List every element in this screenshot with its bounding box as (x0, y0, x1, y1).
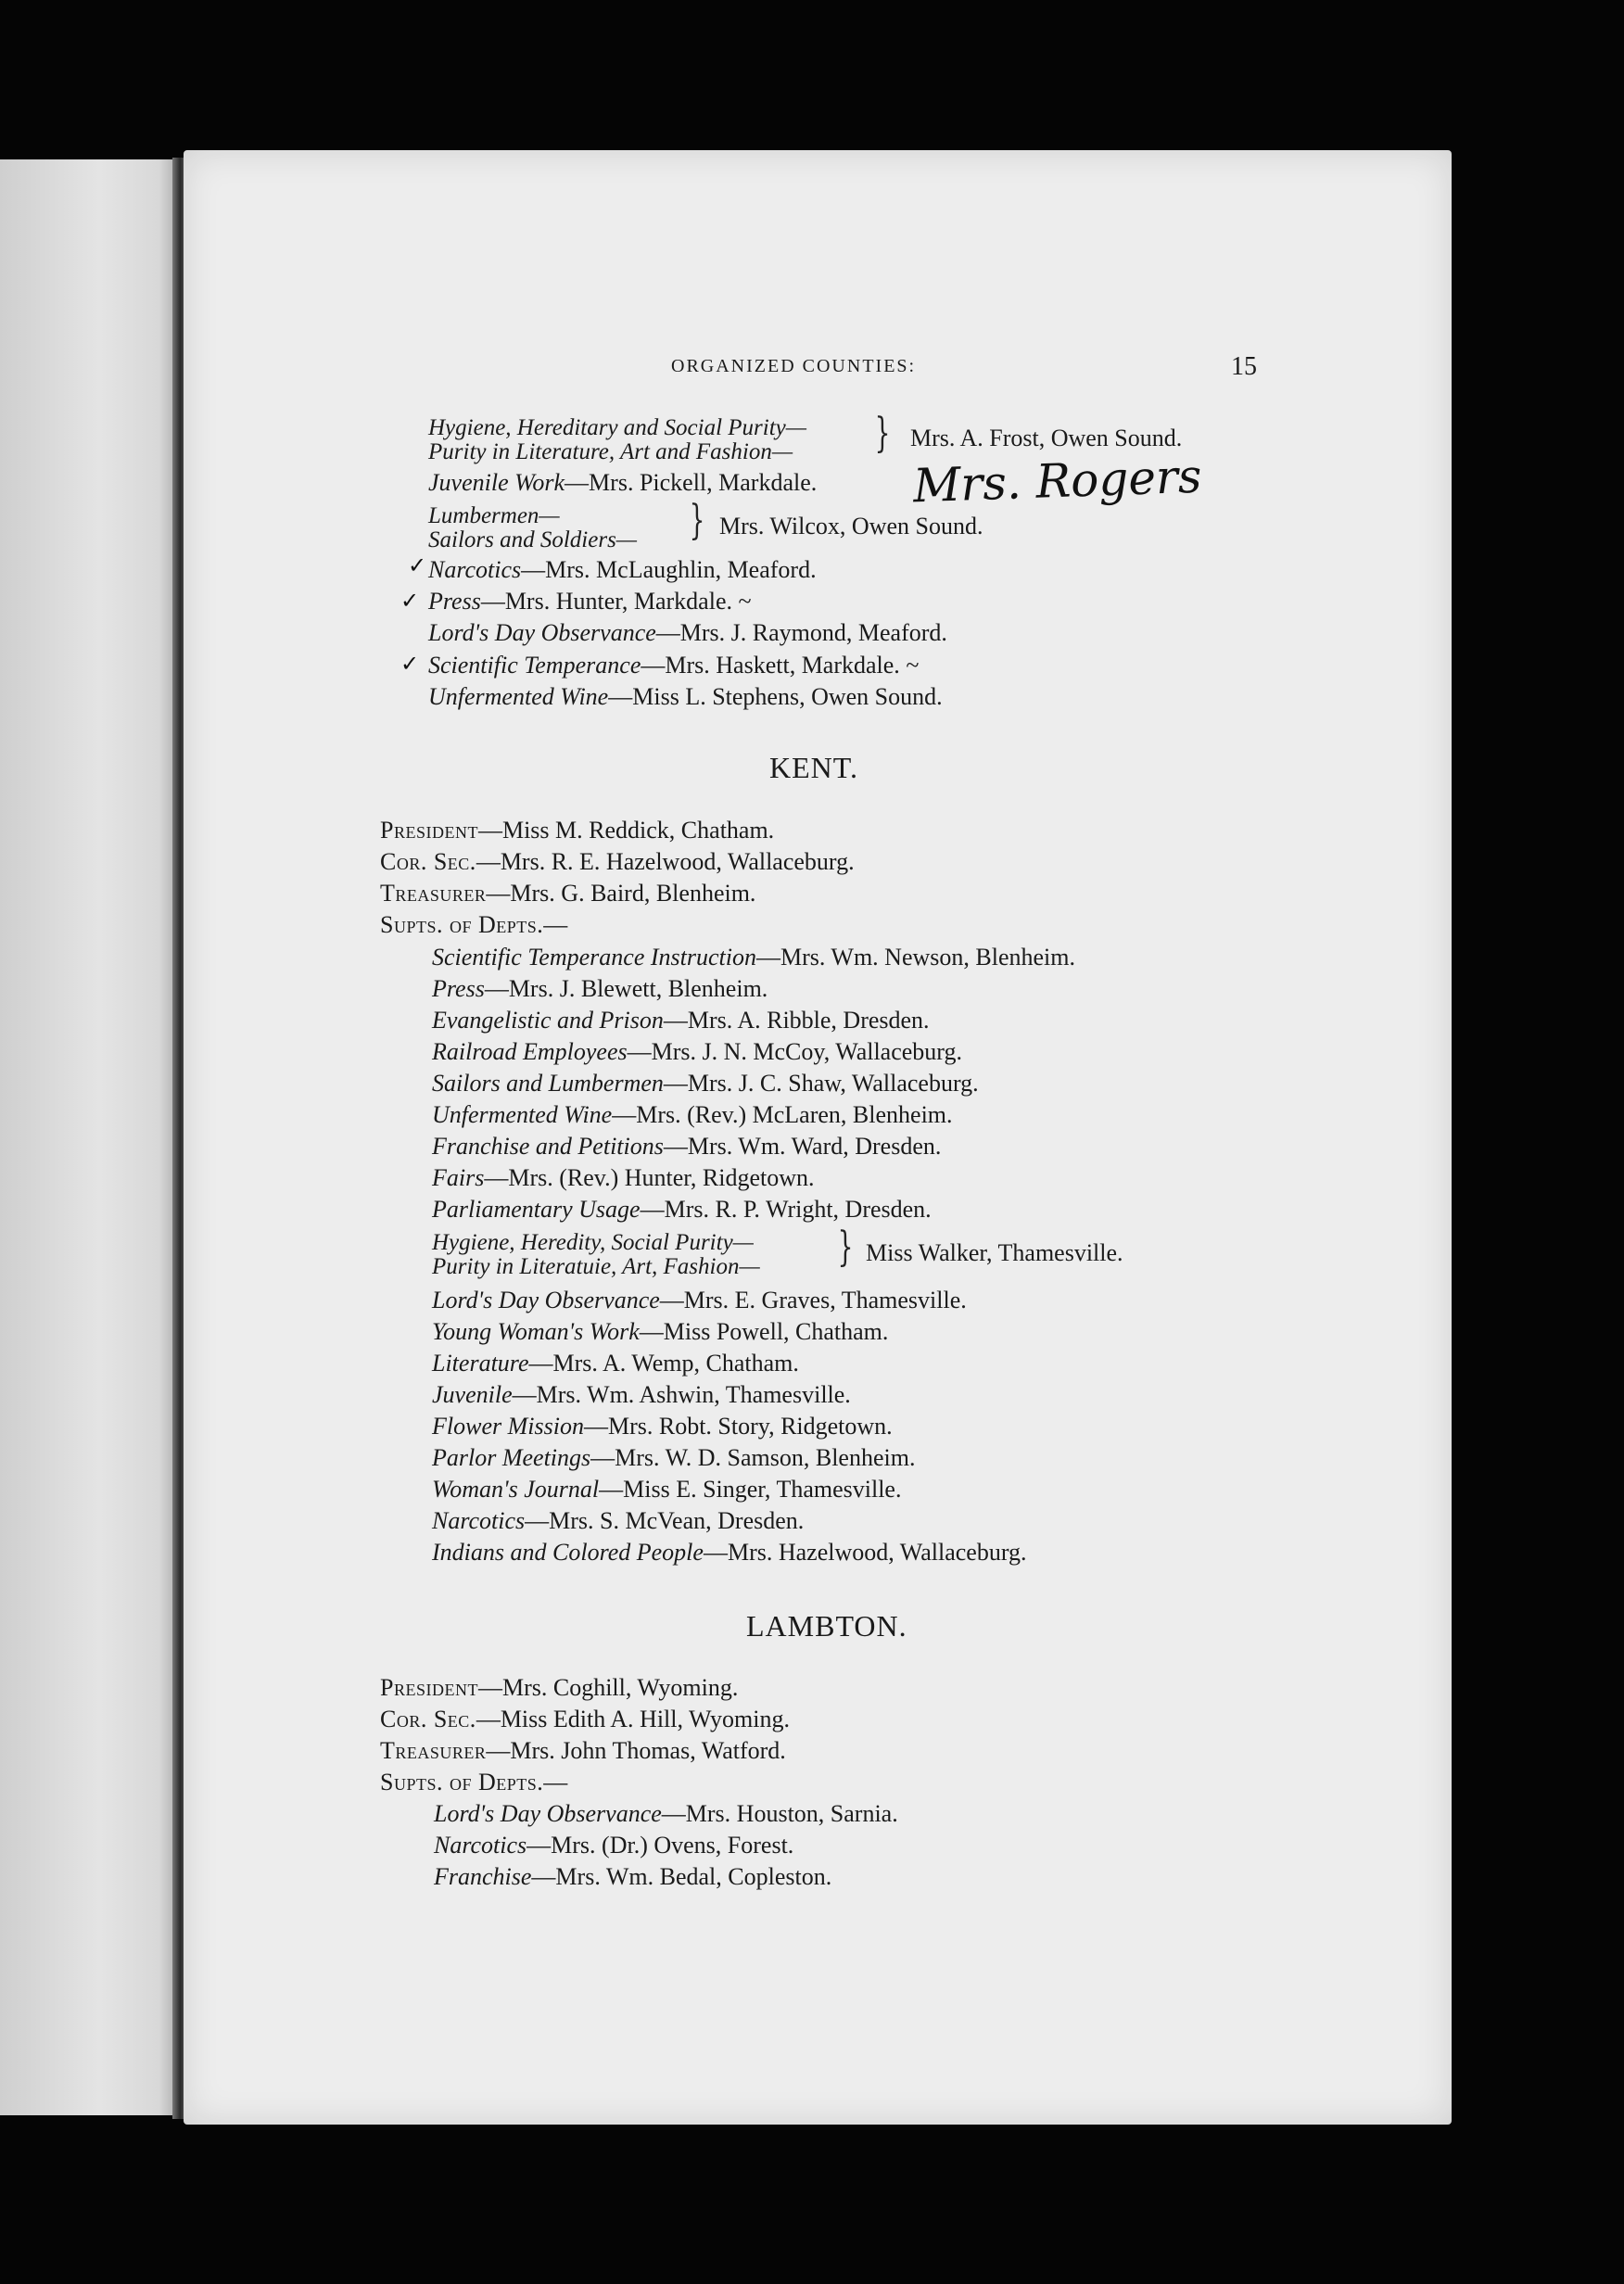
facing-page-edge (0, 159, 181, 2115)
county-heading: KENT. (769, 751, 858, 784)
grouped-label: Sailors and Soldiers— (428, 527, 638, 552)
dept-row: Lord's Day Observance—Mrs. Houston, Sarnia. (434, 1800, 898, 1827)
brace: } (689, 497, 705, 544)
dept-row: Parlor Meetings—Mrs. W. D. Samson, Blenheim. (432, 1444, 916, 1471)
dept-row: Lord's Day Observance—Mrs. J. Raymond, Meaford. (428, 619, 947, 646)
dept-row: Juvenile—Mrs. Wm. Ashwin, Thamesville. (432, 1381, 851, 1408)
dept-row: Woman's Journal—Miss E. Singer, Thamesville. (432, 1476, 902, 1503)
grouped-label: Purity in Literature, Art and Fashion— (428, 439, 793, 464)
officer-row: Cor. Sec.—Miss Edith A. Hill, Wyoming. (380, 1706, 790, 1732)
checkmark-icon: ✓ (400, 653, 420, 677)
dept-row: Indians and Colored People—Mrs. Hazelwood, Wallaceburg. (432, 1539, 1027, 1566)
dept-row: Press—Mrs. J. Blewett, Blenheim. (432, 975, 768, 1002)
officer-row: President—Miss M. Reddick, Chatham. (380, 817, 775, 844)
checkmark-icon: ✓ (408, 554, 427, 578)
dept-row: Young Woman's Work—Miss Powell, Chatham. (432, 1318, 889, 1345)
grouped-label: Hygiene, Heredity, Social Purity— (432, 1230, 754, 1255)
dept-row: Railroad Employees—Mrs. J. N. McCoy, Wallaceburg. (432, 1038, 962, 1065)
dept-row: Evangelistic and Prison—Mrs. A. Ribble, Dresden. (432, 1007, 930, 1034)
dept-row: Narcotics—Mrs. McLaughlin, Meaford. (428, 556, 817, 583)
handwritten-annotation: Mrs. Rogers (912, 449, 1203, 514)
dept-row: Unfermented Wine—Mrs. (Rev.) McLaren, Blenheim. (432, 1101, 953, 1128)
dept-row: Franchise—Mrs. Wm. Bedal, Copleston. (434, 1863, 832, 1890)
dept-row: Literature—Mrs. A. Wemp, Chatham. (432, 1350, 799, 1377)
page-number: 15 (1231, 352, 1257, 381)
officer-row: President—Mrs. Coghill, Wyoming. (380, 1674, 739, 1701)
dept-row: Narcotics—Mrs. (Dr.) Ovens, Forest. (434, 1832, 794, 1859)
grouped-officer: Mrs. Wilcox, Owen Sound. (719, 513, 983, 539)
grouped-label: Hygiene, Hereditary and Social Purity— (428, 415, 807, 440)
officer-row: Treasurer—Mrs. John Thomas, Watford. (380, 1737, 786, 1764)
grouped-officer: Miss Walker, Thamesville. (866, 1239, 1123, 1266)
grouped-label: Lumbermen— (428, 503, 560, 528)
dept-row: Franchise and Petitions—Mrs. Wm. Ward, Dresden. (432, 1133, 942, 1160)
tilde-mark-icon: ~ (899, 652, 920, 679)
grouped-officer: Mrs. A. Frost, Owen Sound. (910, 425, 1183, 451)
dept-row: Juvenile Work—Mrs. Pickell, Markdale. (428, 469, 818, 496)
dept-row: Narcotics—Mrs. S. McVean, Dresden. (432, 1507, 805, 1534)
officer-row: Supts. of Depts.— (380, 1769, 568, 1795)
brace: } (837, 1224, 854, 1271)
officer-row: Supts. of Depts.— (380, 911, 568, 938)
dept-row: Fairs—Mrs. (Rev.) Hunter, Ridgetown. (432, 1164, 815, 1191)
dept-row: Sailors and Lumbermen—Mrs. J. C. Shaw, Wallaceburg. (432, 1070, 979, 1097)
grouped-label: Purity in Literatuie, Art, Fashion— (432, 1254, 760, 1279)
officer-row: Cor. Sec.—Mrs. R. E. Hazelwood, Wallaceburg. (380, 848, 855, 875)
dept-row: Parliamentary Usage—Mrs. R. P. Wright, Dresden. (432, 1196, 932, 1223)
dept-row: Unfermented Wine—Miss L. Stephens, Owen Sound. (428, 683, 943, 710)
checkmark-icon: ✓ (400, 590, 420, 614)
county-heading: LAMBTON. (746, 1609, 907, 1643)
dept-row: Lord's Day Observance—Mrs. E. Graves, Thamesville. (432, 1287, 967, 1313)
officer-row: Treasurer—Mrs. G. Baird, Blenheim. (380, 880, 756, 907)
running-title: ORGANIZED COUNTIES: (671, 356, 917, 376)
dept-row: Press—Mrs. Hunter, Markdale. ~ (428, 588, 752, 615)
dept-row: Scientific Temperance Instruction—Mrs. Wm. Newson, Blenheim. (432, 944, 1075, 971)
dept-row: Scientific Temperance—Mrs. Haskett, Markdale. ~ (428, 652, 920, 679)
dept-row: Flower Mission—Mrs. Robt. Story, Ridgetown. (432, 1413, 893, 1440)
brace: } (874, 410, 891, 457)
tilde-mark-icon: ~ (731, 588, 752, 615)
